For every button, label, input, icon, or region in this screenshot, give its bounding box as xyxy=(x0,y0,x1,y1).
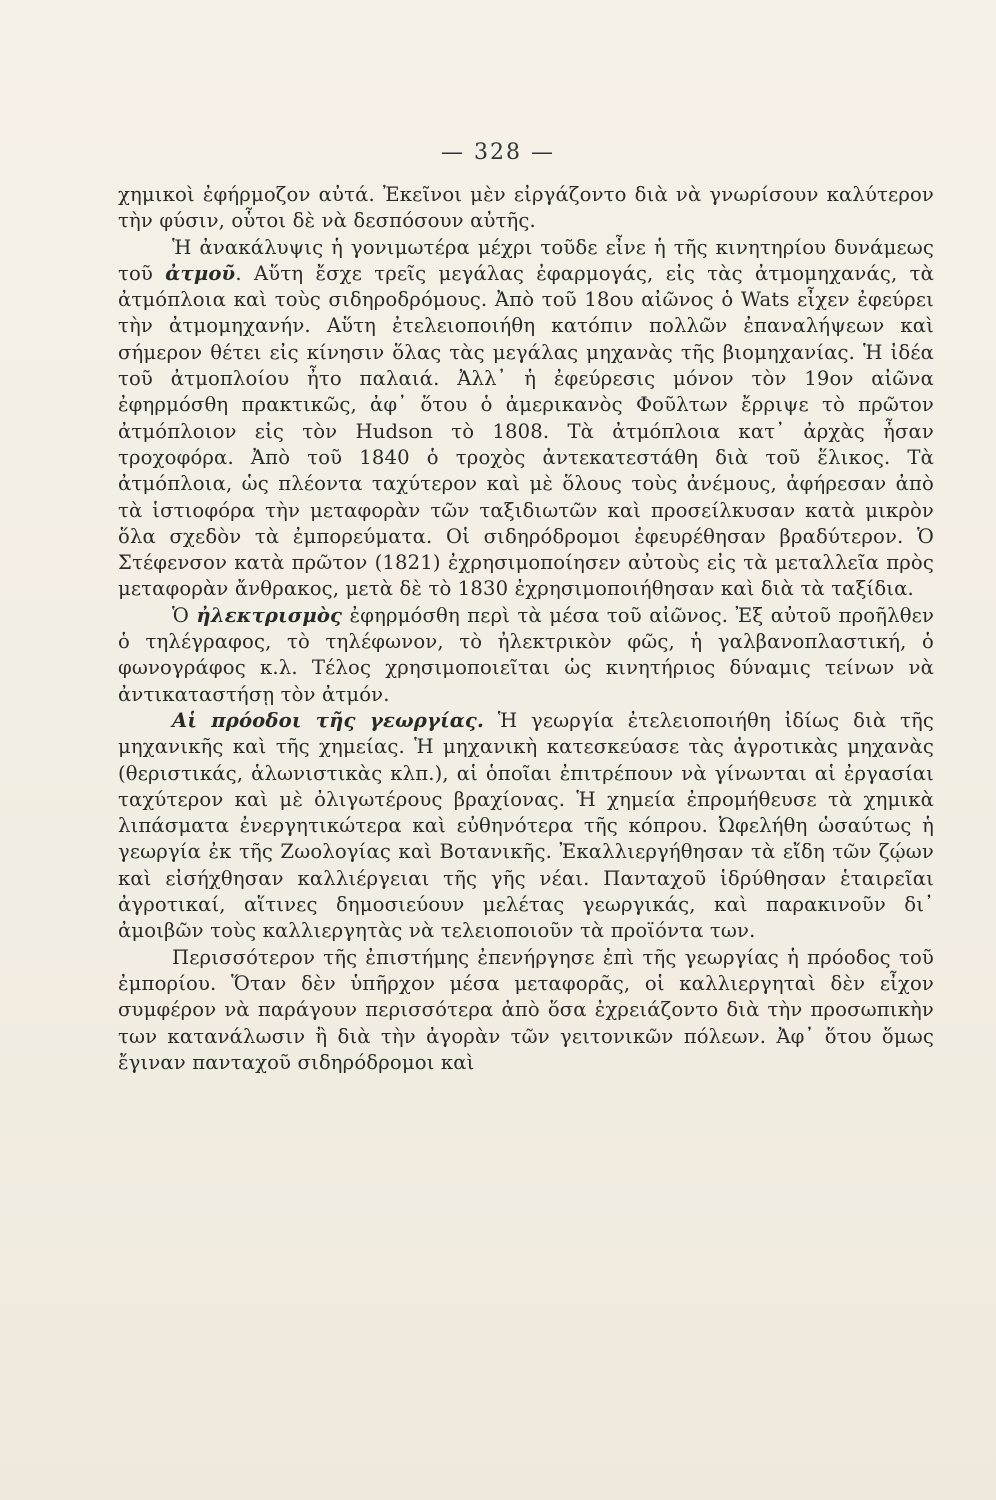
paragraph-agriculture-body: Ἡ γεωργία ἐτελειοποιήθη ἰδίως διὰ τῆς μηχανικῆς καὶ τῆς χημείας. Ἡ μηχανικὴ κατεσκεύασε τὰς ἀγροτικὰς μηχανὰς (θεριστικάς, ἁλωνιστικὰς κλπ.), αἱ ὁποῖαι ἐπιτρέπουν νὰ γίνωνται αἱ ἐργασίαι ταχύτερον καὶ μὲ ὀλιγωτέρους βραχίονας. Ἡ χημεία ἐπρομήθευσε τὰ χημικὰ λιπάσματα ἐνεργητικώτερα καὶ εὐθηνότερα τῆς κόπρου. Ὠφελήθη ὡσαύτως ἡ γεωργία ἐκ τῆς Ζωολογίας καὶ Βοτανικῆς. Ἐκαλλιεργήθησαν τὰ εἴδη τῶν ζῴων καὶ εἰσήχθησαν καλλιέργειαι τῆς γῆς νέαι. Πανταχοῦ ἱδρύθησαν ἑταιρεῖαι ἀγροτικαί, αἵτινες δημοσιεύουν μελέτας γεωργικάς, καὶ παρακινοῦν δι᾽ ἀμοιβῶν τοὺς καλλιεργητὰς νὰ τελειοποιοῦν τὰ προϊόντα των. xyxy=(118,708,934,943)
section-heading-agriculture: Αἱ πρόοδοι τῆς γεωργίας. xyxy=(172,708,484,732)
term-electricity: ἠλεκτρισμὸς xyxy=(196,603,343,627)
paragraph-electricity-start: Ὁ xyxy=(172,603,197,627)
page-number: — 328 — xyxy=(441,140,555,165)
paragraph-steam-start: Ἡ ἀνακάλυψις ἡ γονιμωτέρα μέχρι τοῦδε εἶνε ἡ τῆς κινητηρίου δυνάμεως τοῦ xyxy=(118,235,934,285)
body-text xyxy=(118,182,934,1076)
term-steam: ἀτμοῦ xyxy=(165,261,236,285)
paragraph-chemists: χημικοὶ ἐφήρμοζον αὐτά. Ἐκεῖνοι μὲν εἰργάζοντο διὰ νὰ γνωρίσουν καλύτερον τὴν φύσιν, οὗτοι δὲ νὰ δεσπόσουν αὐτῆς. xyxy=(118,183,934,233)
paragraph-steam xyxy=(118,235,934,603)
paragraph-electricity-rest: ἐφηρμόσθη περὶ τὰ μέσα τοῦ αἰῶνος. Ἐξ αὐτοῦ προῆλθεν ὁ τηλέγραφος, τὸ τηλέφωνον, τὸ ἠλεκτρικὸν φῶς, ἡ γαλβανοπλαστική, ὁ φωνογράφος κ.λ. Τέλος χρησιμοποιεῖται ὡς κινητήριος δύναμις τείνων νὰ ἀντικαταστήσῃ τὸν ἀτμόν. xyxy=(118,603,935,706)
paragraph-steam-rest: . Αὕτη ἔσχε τρεῖς μεγάλας ἐφαρμογάς, εἰς τὰς ἀτμομηχανάς, τὰ ἀτμόπλοια καὶ τοὺς σιδηροδρόμους. Ἀπὸ τοῦ 18ου αἰῶνος ὁ Wats εἶχεν ἐφεύρει τὴν ἀτμομηχανήν. Αὕτη ἐτελειοποιήθη κατόπιν πολλῶν ἐπαναλήψεων καὶ σήμερον θέτει εἰς κίνησιν ὅλας τὰς μεγάλας μηχανὰς τῆς βιομηχανίας. Ἡ ἰδέα τοῦ ἀτμοπλοίου ἦτο παλαιά. Ἀλλ᾽ ἡ ἐφεύρεσις μόνον τὸν 19ον αἰῶνα ἐφηρμόσθη πρακτικῶς, ἀφ᾽ ὅτου ὁ ἀμερικανὸς Φοῦλτων ἔρριψε τὸ πρῶτον ἀτμόπλοιον εἰς τὸν Hudson τὸ 1808. Τὰ ἀτμόπλοια κατ᾽ ἀρχὰς ἦσαν τροχοφόρα. Ἀπὸ τοῦ 1840 ὁ τροχὸς ἀντεκατεστάθη διὰ τοῦ ἕλικος. Τὰ ἀτμόπλοια, ὡς πλέοντα ταχύτερον καὶ μὲ ὅλους τοὺς ἀνέμους, ἀφήρεσαν ἀπὸ τὰ ἱστιοφόρα τὴν μεταφορὰν τῶν ταξιδιωτῶν καὶ προσείλκυσαν κατὰ μικρὸν ὅλα σχεδὸν τὰ ἐμπορεύματα. Οἱ σιδηρόδρομοι ἐφευρέθησαν βραδύτερον. Ὁ Στέφενσον κατὰ πρῶτον (1821) ἐχρησιμοποίησεν αὐτοὺς εἰς τὰ μεταλλεῖα πρὸς μεταφορὰν ἄνθρακος, μετὰ δὲ τὸ 1830 ἐχρησιμοποιήθησαν καὶ διὰ τὰ ταξίδια. xyxy=(118,261,934,601)
paragraph-electricity xyxy=(118,603,934,708)
paragraph-commerce: Περισσότερον τῆς ἐπιστήμης ἐπενήργησε ἐπὶ τῆς γεωργίας ἡ πρόοδος τοῦ ἐμπορίου. Ὅταν δὲν ὑπῆρχον μέσα μεταφορᾶς, οἱ καλλιεργηταὶ δὲν εἶχον συμφέρον νὰ παράγουν περισσότερα ἀπὸ ὅσα ἐχρειάζοντο διὰ τὴν προσωπικὴν των κατανάλωσιν ἢ διὰ τὴν ἀγορὰν τῶν γειτονικῶν πόλεων. Ἀφ᾽ ὅτου ὅμως ἔγιναν πανταχοῦ σιδηρόδρομοι καὶ xyxy=(118,945,934,1074)
paragraph-agriculture xyxy=(118,708,934,945)
